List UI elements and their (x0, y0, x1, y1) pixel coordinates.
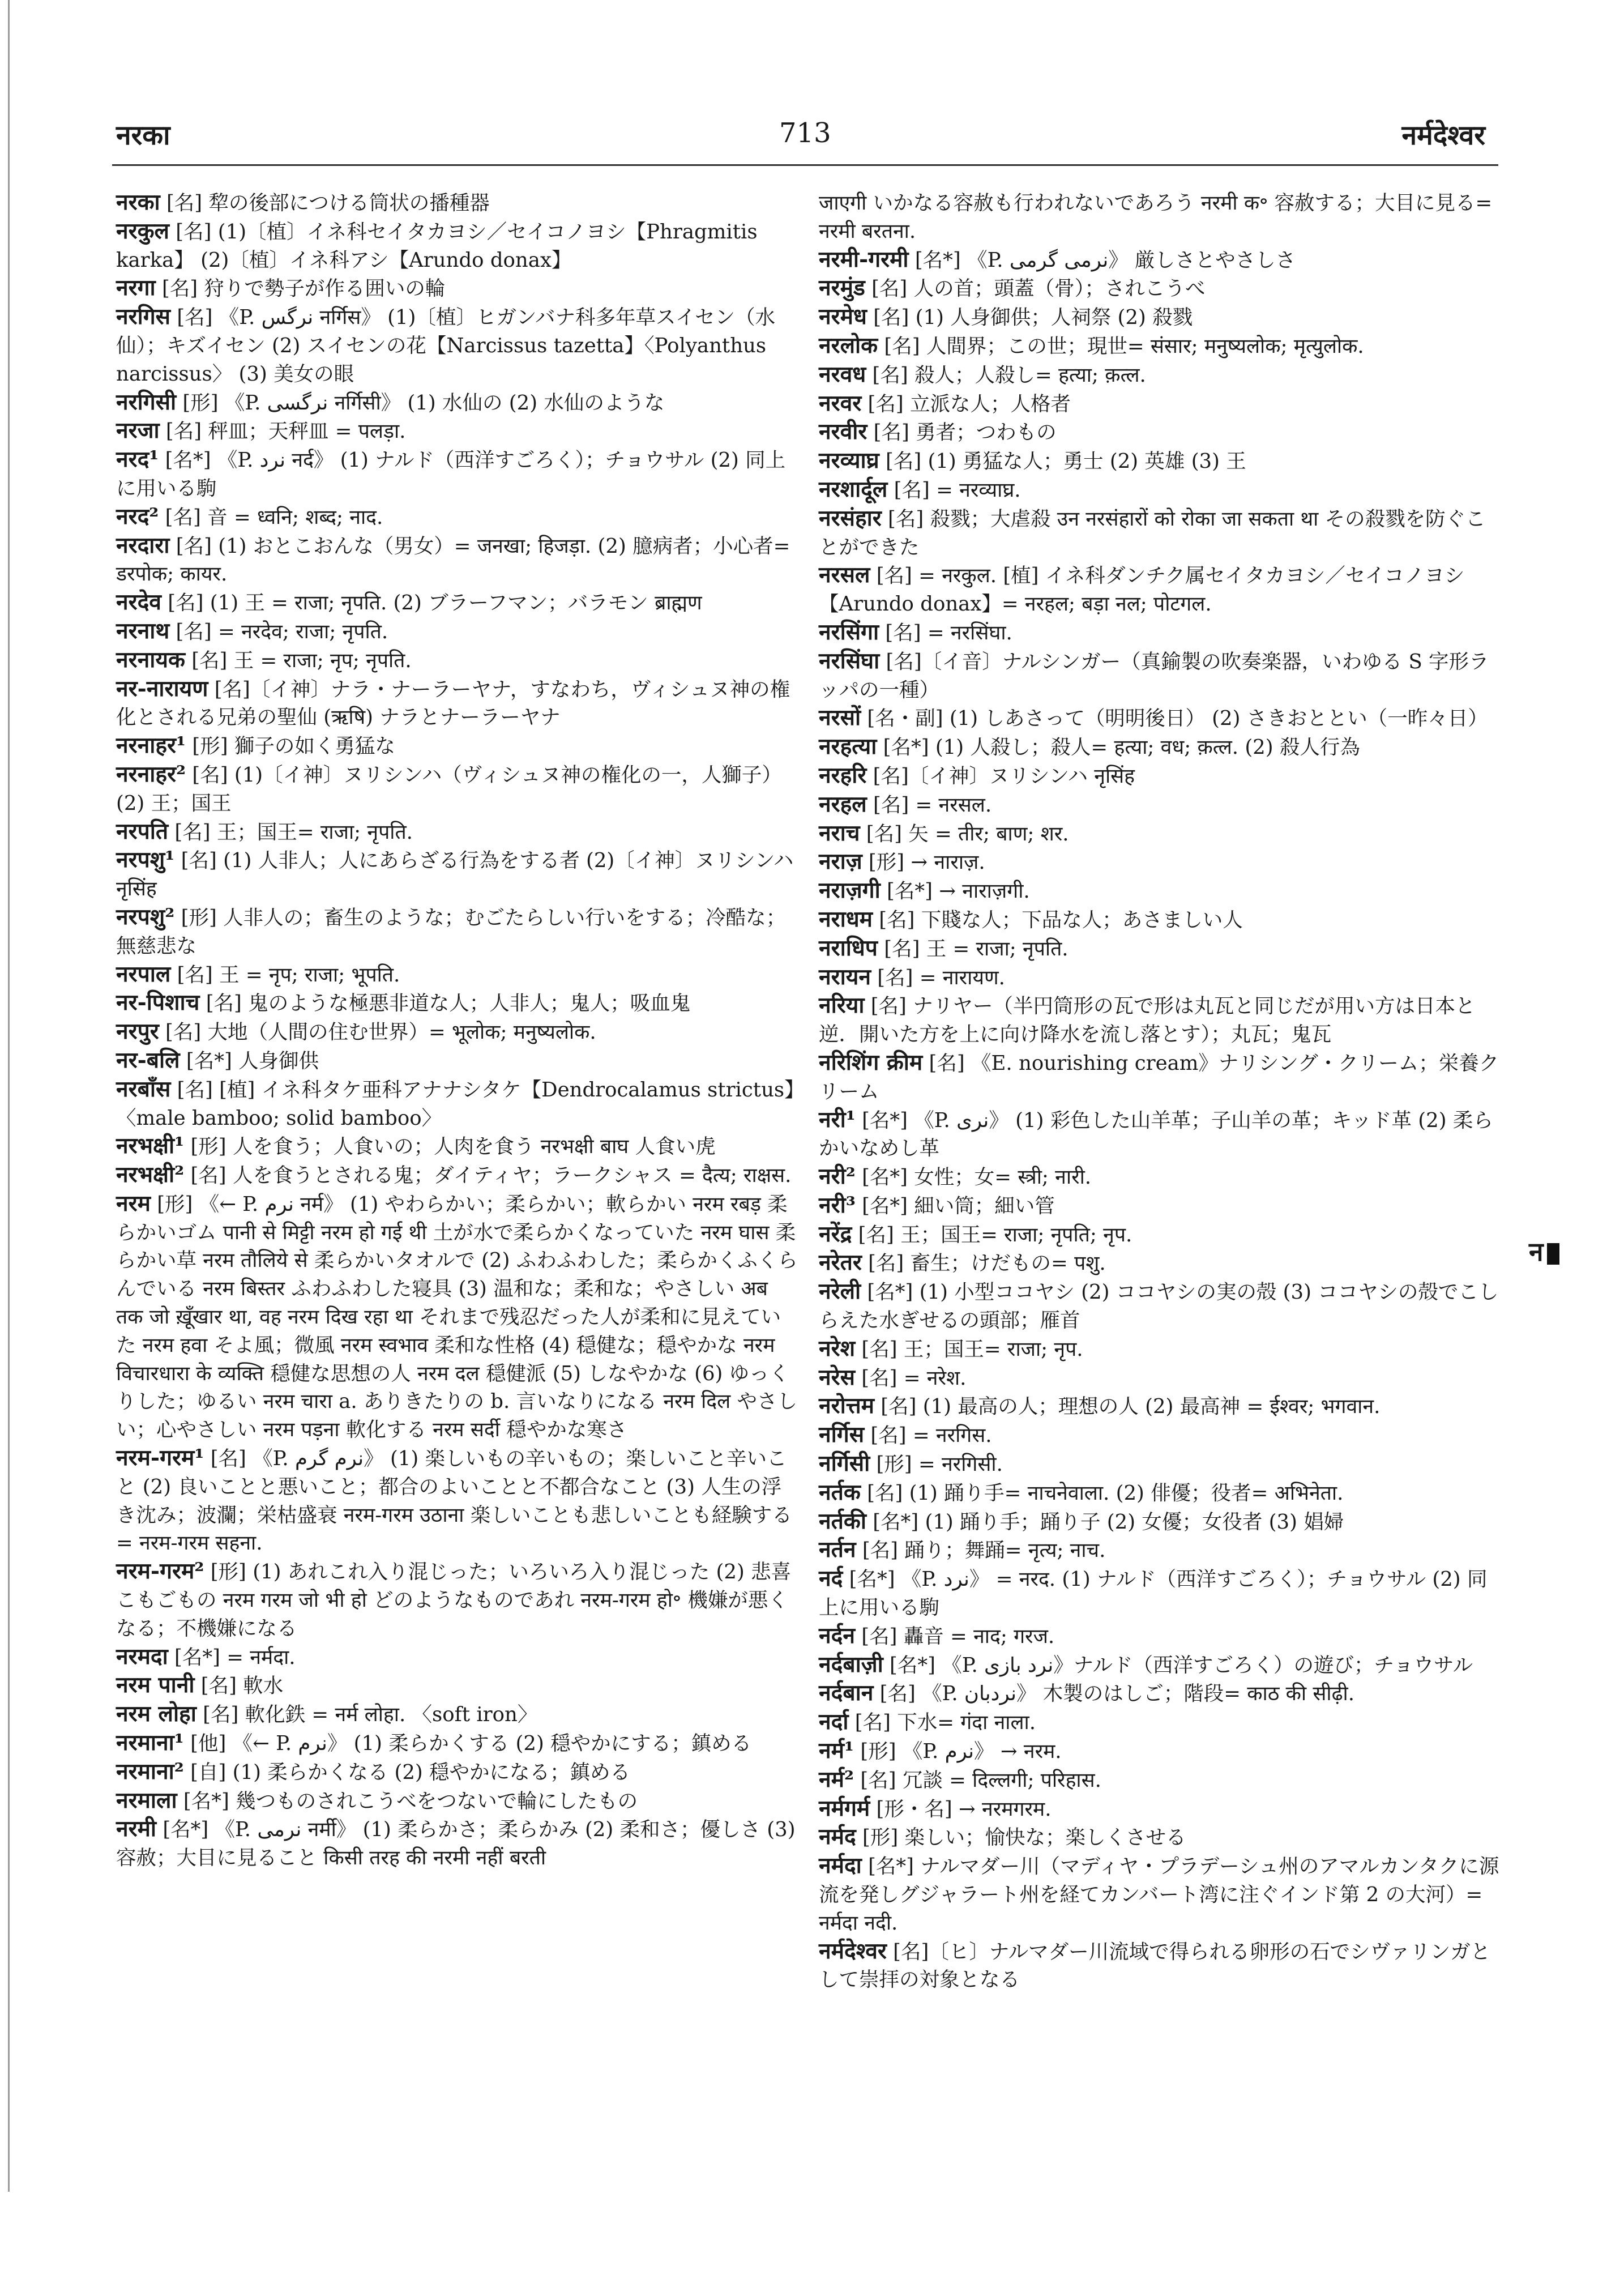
entry-headword: नरवर (819, 390, 862, 416)
entry-headword: नरपाल (116, 961, 171, 987)
entry-definition: [名] 下水= गंदा नाला. (848, 1711, 1036, 1735)
entry-definition: [名] (1)〔イ神〕ヌリシンハ（ヴィシュヌ神の権化の一，人獅子） (2) 王；国王 (116, 763, 782, 815)
entry-headword: नरलोक (819, 332, 878, 358)
entry-definition: [名] 《P. نرگس नर्गिस》 (1)〔植〕ヒガンバナ科多年草スイセン（水仙）；キズイセン (2) スイセンの花【Narcissus tazetta】〈Polyanthus narcissus〉 (3) 美女の眼 (116, 306, 776, 386)
right-column (819, 189, 1501, 1994)
dictionary-entry (819, 1708, 1501, 1737)
entry-definition: [名] (1) 踊り手= नाचनेवाला. (2) 俳優；役者= अभिनेता. (860, 1481, 1344, 1505)
entry-headword: नरद¹ (116, 446, 159, 473)
dictionary-entry (116, 588, 798, 617)
entry-definition: [名] = नरव्याघ्र. (887, 478, 1021, 502)
entry-definition: [名*] ナルマダー川（マディヤ・プラデーシュ州のアマルカンタクに源流を発しグジャラート州を経てカンバート湾に注ぐインド第 2 の大河）= नर्मदा नदी. (819, 1855, 1499, 1935)
dictionary-entry (116, 1643, 798, 1672)
entry-headword: नर-पिशाच (116, 989, 200, 1016)
dictionary-entry (819, 1508, 1501, 1536)
entry-headword: नरिया (819, 992, 865, 1019)
dictionary-entry (819, 274, 1501, 303)
dictionary-entry (116, 189, 798, 217)
dictionary-entry (819, 762, 1501, 791)
dictionary-entry (819, 934, 1501, 963)
entry-definition: [形] 《← P. نرم नर्म》 (1) やわらかい；柔らかい；軟らかい नरम रबड़ 柔らかいゴム पानी से मिट्टी नरम हो गई थी 土が水で柔らかくなっていた नरम घास 柔らかい草 नरम तौलिये से 柔らかいタオルで (2) ふわふわした；柔らかくふくらんでいる नरम बिस्तर ふわふわした寝具 (3) 温和な；柔和な；やさしい अब तक जो ख़ूँखार था, वह नरम दिख रहा था それまで残忍だった人が柔和に見えていた नरम हवा そよ風；微風 नरम स्वभाव 柔和な性格 (4) 穏健な；穏やかな नरम विचारधारा के व्यक्ति 穏健な思想の人 नरम दल 穏健派 (5) しなやかな (6) ゆっくりした；ゆるい नरम चारा a. ありきたりの b. 言いなりになる नरम दिल やさしい；心やさしい नरम पड़ना 軟化する नरम सर्दी 穏やかな寒さ (116, 1192, 798, 1442)
entry-headword: नर्दबाज़ी (819, 1651, 883, 1678)
dictionary-entry (116, 1557, 798, 1642)
dictionary-entry (819, 1937, 1501, 1995)
entry-headword: नर-बलि (116, 1047, 180, 1073)
entry-headword: नराच (819, 820, 860, 846)
entry-definition: [名] (1) 王 = राजा; नृपति. (2) ブラーフマン；バラモン ब्राह्मण (161, 591, 702, 615)
dictionary-entry (819, 246, 1501, 275)
entry-definition: [名] 軟化鉄 = नर्म लोहा. 〈soft iron〉 (196, 1703, 538, 1727)
entry-definition: [名] = नरकुल. [植] イネ科ダンチク属セイタカヨシ／セイコノヨシ【Arundo donax】= नरहल; बड़ा नल; पोटगल. (819, 564, 1465, 616)
entry-headword: नराधिप (819, 934, 878, 961)
entry-definition: [他] 《← P. نرم》 (1) 柔らかくする (2) 穏やかにする；鎮める (183, 1732, 752, 1756)
entry-definition: [名*] = नर्मदा. (168, 1645, 296, 1669)
entry-definition: [名・副] (1) しあさって（明明後日） (2) さきおととい（一昨々日） (861, 707, 1488, 731)
entry-definition: [名]〔イ神〕ヌリシンハ नृसिंह (866, 764, 1135, 788)
entry-headword: नर्मदा (819, 1853, 862, 1879)
dictionary-entry (819, 791, 1501, 820)
entry-headword: नरहरि (819, 762, 867, 788)
dictionary-entry (819, 332, 1501, 361)
dictionary-entry (116, 1729, 798, 1758)
entry-headword: नरायन (819, 963, 871, 990)
entry-headword: नरदेव (116, 589, 161, 616)
dictionary-entry (819, 1278, 1501, 1335)
dictionary-entry (819, 189, 1501, 246)
dictionary-entry (819, 361, 1501, 390)
entry-definition: [名*] (1) 踊り手；踊り子 (2) 女優；女役者 (3) 娼婦 (866, 1510, 1344, 1534)
dictionary-entry (819, 1679, 1501, 1708)
entry-definition: [名*] 幾つものされこうべをつないで輪にしたもの (177, 1789, 638, 1813)
entry-headword: नरवध (819, 361, 866, 387)
dictionary-entry (116, 1075, 798, 1133)
dictionary-entry (819, 447, 1501, 476)
entry-headword: नरभक्षी² (116, 1162, 185, 1188)
dictionary-entry (116, 1700, 798, 1729)
dictionary-entry (819, 848, 1501, 877)
entry-definition: [名] 畜生；けだもの= पशु. (861, 1252, 1106, 1275)
entry-definition: जाएगी いかなる容赦も行われないであろう नरमी क॰ 容赦する；大目に見る= नरमी बरतना. (819, 191, 1493, 243)
dictionary-entry (819, 1766, 1501, 1795)
entry-definition: [名] 下賤な人；下品な人；あさましい人 (873, 908, 1243, 932)
entry-headword: नरबाँस (116, 1075, 171, 1102)
entry-headword: नरेस (819, 1364, 855, 1390)
entry-headword: नरव्याघ्र (819, 447, 879, 474)
entry-definition: [名] 王；国王= राजा; नृपति; नृप. (852, 1223, 1132, 1247)
dictionary-entry (116, 818, 798, 847)
dictionary-entry (116, 1018, 798, 1047)
entry-headword: नर्म¹ (819, 1738, 854, 1764)
entry-headword: नरका (116, 189, 160, 215)
entry-headword: नरभक्षी¹ (116, 1133, 185, 1159)
left-column (116, 189, 798, 1872)
thumb-index-letter: न (1529, 1236, 1544, 1267)
entry-headword: नर्मद (819, 1824, 856, 1850)
entry-definition: [名*] 《P. نری》 (1) 彩色した山羊革；子山羊の革；キッド革 (2) 柔らかいなめし革 (819, 1108, 1493, 1160)
dictionary-entry (116, 303, 798, 388)
dictionary-entry (116, 217, 798, 275)
dictionary-entry (819, 820, 1501, 848)
entry-headword: नरमाला (116, 1787, 177, 1813)
entry-headword: नरसिंघा (819, 647, 880, 674)
dictionary-entry (116, 1444, 798, 1557)
entry-headword: नरेश (819, 1335, 856, 1361)
entry-definition: [名*] 《P. نرد नर्द》 (1) ナルド（西洋すごろく）；チョウサル (2) 同上に用いる駒 (116, 449, 786, 500)
entry-headword: नरम-गरम¹ (116, 1445, 204, 1471)
entry-definition: [形] 《P. نرم》 → नरम. (854, 1740, 1062, 1764)
dictionary-entry (116, 617, 798, 646)
entry-definition: [形] = नरगिसी. (870, 1453, 1003, 1476)
dictionary-entry (116, 532, 798, 589)
dictionary-entry (819, 733, 1501, 762)
dictionary-entry (116, 1190, 798, 1444)
dictionary-entry (819, 1450, 1501, 1479)
entry-headword: नराधम (819, 906, 873, 932)
entry-definition: [名] 人の首；頭蓋（骨）；されこうべ (865, 277, 1206, 301)
entry-headword: नरमी-गरमी (819, 246, 909, 272)
dictionary-entry (116, 446, 798, 503)
entry-headword: नर्द (819, 1565, 843, 1592)
entry-headword: नर्दा (819, 1709, 849, 1735)
entry-headword: नरगा (116, 275, 156, 301)
entry-headword: नर-नारायण (116, 675, 208, 702)
entry-definition: [名] 立派な人；人格者 (861, 392, 1071, 416)
entry-headword: नरम लोहा (116, 1701, 196, 1727)
entry-headword: नरी¹ (819, 1106, 856, 1133)
entry-headword: नरकुल (116, 217, 169, 244)
dictionary-entry (819, 1651, 1501, 1680)
dictionary-entry (819, 1479, 1501, 1508)
header-right-guide-word: नर्मदेश्वर (1401, 119, 1485, 151)
entry-headword: नर्गिस (819, 1422, 865, 1448)
dictionary-entry (116, 1758, 798, 1787)
entry-definition: [名] [植] イネ科タケ亜科アナナシタケ【Dendrocalamus strictus】〈male bamboo; solid bamboo〉 (116, 1078, 794, 1130)
entry-headword: नरदारा (116, 532, 170, 558)
dictionary-entry (819, 618, 1501, 647)
entry-definition: [名] 人を食うとされる鬼；ダイティヤ；ラークシャス = दैत्य; राक्षस. (184, 1164, 792, 1188)
page-edge-line (8, 0, 10, 2192)
entry-definition: [名] 王；国王= राजा; नृप. (855, 1337, 1083, 1361)
entry-definition: [名] 音 = ध्वनि; शब्द; नाद. (159, 505, 383, 529)
entry-definition: [名] 秤皿；天秤皿 = पलड़ा. (159, 420, 406, 443)
dictionary-entry (819, 1795, 1501, 1824)
entry-definition: [形] 人を食う；人食いの；人肉を食う नरभक्षी बाघ 人食い虎 (184, 1135, 716, 1159)
entry-headword: नरम (116, 1190, 151, 1217)
entry-definition: [名] 踊り；舞踊= नृत्य; नाच. (856, 1539, 1106, 1563)
entry-headword: नर्दबान (819, 1680, 874, 1706)
entry-definition: [名] 犂の後部につける筒状の播種器 (160, 191, 490, 215)
dictionary-entry (116, 961, 798, 989)
dictionary-entry (819, 1049, 1501, 1106)
dictionary-entry (116, 1132, 798, 1161)
dictionary-entry (819, 476, 1501, 505)
entry-definition: [名] 狩りで勢子が作る囲いの輪 (155, 277, 446, 301)
entry-definition: [形] 人非人の；畜生のような；むごたらしい行いをする；冷酷な；無慈悲な (116, 906, 787, 958)
entry-headword: नरी³ (819, 1192, 856, 1218)
entry-headword: नरेंद्र (819, 1220, 852, 1247)
entry-definition: [名] (1) 勇猛な人；勇士 (2) 英雄 (3) 王 (879, 450, 1246, 473)
entry-headword: नर्तन (819, 1536, 856, 1563)
entry-definition: [形] 《P. نرگسی नर्गिसी》 (1) 水仙の (2) 水仙のような (176, 391, 665, 415)
entry-definition: [名] = नरगिस. (864, 1424, 992, 1448)
dictionary-entry (819, 1163, 1501, 1192)
dictionary-entry (819, 1622, 1501, 1651)
dictionary-entry (819, 505, 1501, 562)
entry-headword: नर्तक (819, 1479, 861, 1505)
thumb-index (1529, 1234, 1559, 1269)
entry-headword: नर्तकी (819, 1508, 866, 1534)
entry-headword: नरहत्या (819, 733, 877, 760)
entry-definition: [名] 王 = राजा; नृपति. (877, 937, 1069, 961)
entry-definition: [名] = नरसल. (866, 793, 992, 817)
dictionary-entry (819, 1364, 1501, 1393)
dictionary-entry (116, 903, 798, 961)
entry-definition: [名] 《P. نردبان》 木製のはしご；階段= काठ की सीढ़ी. (873, 1682, 1355, 1706)
dictionary-entry (116, 1161, 798, 1190)
entry-definition: [名] (1) おとこおんな（男女）= जनखा; हिजड़ा. (2) 臆病者；小心者= डरपोक; कायर. (116, 534, 790, 586)
entry-definition: [名*] 人身御供 (180, 1049, 319, 1073)
dictionary-entry (819, 1220, 1501, 1249)
dictionary-entry (116, 675, 798, 732)
entry-definition: [名*] 《P. نرد بازی》ナルド（西洋すごろく）の遊び；チョウサル (883, 1653, 1473, 1677)
entry-definition: [名*] → नाराज़गी. (880, 880, 1030, 903)
dictionary-entry (116, 389, 798, 417)
entry-definition: [自] (1) 柔らかくなる (2) 穏やかになる；鎮める (183, 1760, 631, 1784)
dictionary-entry (819, 704, 1501, 733)
entry-definition: [形・名] → नरमगरम. (870, 1797, 1052, 1821)
dictionary-entry (819, 1192, 1501, 1220)
entry-headword: नरसों (819, 705, 861, 731)
dictionary-entry (819, 1565, 1501, 1622)
entry-headword: नरमेध (819, 304, 867, 330)
dictionary-entry (116, 646, 798, 675)
entry-definition: [名] = नरसिंघा. (879, 621, 1012, 645)
dictionary-entry (819, 877, 1501, 906)
entry-definition: [名] (1) 人非人；人にあらざる行為をする者 (2)〔イ神〕ヌリシンハ नृसिंह (116, 849, 794, 901)
entry-headword: नरमुंड (819, 275, 865, 301)
entry-headword: नराज़ (819, 848, 862, 875)
entry-headword: नरोत्तम (819, 1393, 874, 1419)
entry-headword: नर्म² (819, 1766, 854, 1792)
entry-headword: नरवीर (819, 419, 867, 445)
entry-definition: [形] 楽しい；愉快な；楽しくさせる (856, 1826, 1186, 1850)
dictionary-entry (819, 1392, 1501, 1421)
entry-definition: [名] 殺戮；大虐殺 उन नरसंहारों को रोका जा सकता था その殺戮を防ぐことができた (819, 507, 1486, 559)
entry-definition: [名*] 《P. نرمی नर्मी》 (1) 柔らかさ；柔らかみ (2) 柔和さ；優しさ (3) 容赦；大目に見ること किसी तरह की नरमी नहीं बरती (116, 1818, 796, 1870)
entry-definition: [名] 《P. نرم گرم》 (1) 楽しいもの辛いもの；楽しいこと辛いこと (2) 良いことと悪いこと；都合のよいことと不都合なこと (3) 人生の浮き沈み；波瀾；栄枯盛衰 नरम-गरम उठाना 楽しいことも悲しいことも経験する= नरम-गरम सहना. (116, 1447, 792, 1555)
header-left-guide-word: नरका (116, 119, 170, 151)
entry-headword: नरमदा (116, 1643, 168, 1670)
entry-definition: [名*] 《P. نرمی گرمی》 厳しさとやさしさ (908, 248, 1296, 272)
dictionary-entry (116, 274, 798, 303)
entry-headword: नरगिस (116, 304, 171, 330)
dictionary-entry (819, 1852, 1501, 1937)
dictionary-entry (819, 561, 1501, 618)
dictionary-entry (819, 1536, 1501, 1565)
dictionary-entry (116, 989, 798, 1018)
entry-headword: नरमी (116, 1816, 157, 1842)
dictionary-entry (819, 906, 1501, 934)
entry-definition: [名] 王 = राजा; नृप; नृपति. (185, 648, 412, 672)
entry-definition: [名] 勇者；つわもの (867, 421, 1057, 445)
dictionary-entry (116, 846, 798, 903)
entry-definition: [名] = नरेश. (854, 1366, 967, 1390)
entry-headword: नरम पानी (116, 1672, 195, 1698)
entry-definition: [名*] 《P. نرد》 = नरद. (1) ナルド（西洋すごろく）；チョウサル (2) 同上に用いる駒 (819, 1568, 1488, 1620)
dictionary-entry (819, 303, 1501, 332)
dictionary-entry (819, 1249, 1501, 1278)
entry-headword: नरजा (116, 417, 160, 444)
entry-headword: नरपति (116, 818, 169, 844)
entry-definition: [名] = नरदेव; राजा; नृपति. (169, 620, 388, 643)
entry-headword: नरसल (819, 562, 870, 588)
entry-definition: [形] → नाराज़. (862, 851, 985, 874)
entry-definition: [名] (1) 最高の人；理想の人 (2) 最高神 = ईश्वर; भगवान. (874, 1395, 1381, 1419)
dictionary-entry (116, 1815, 798, 1872)
dictionary-entry (116, 1787, 798, 1816)
entry-headword: नरपशु² (116, 903, 175, 930)
entry-definition: [形] (1) あれこれ入り混じった；いろいろ入り混じった (2) 悲喜こもごもの नरम गरम जो भी हो どのようなものであれ नरम-गरम हो॰ 機嫌が悪くなる；不機嫌になる (116, 1560, 792, 1640)
dictionary-entry (819, 963, 1501, 992)
entry-definition: [名]〔イ神〕ナラ・ナーラーヤナ，すなわち，ヴィシュヌ神の権化とされる兄弟の聖仙 (ऋषि) ナラとナーラーヤナ (116, 677, 790, 729)
entry-definition: [名] = नारायण. (870, 966, 1005, 989)
entry-headword: नरिशिंग क्रीम (819, 1049, 923, 1075)
entry-definition: [名] ナリヤー（半円筒形の瓦で形は丸瓦と同じだが用い方は日本と逆．開いた方を上に向け降水を流し落とす）；丸瓦；鬼瓦 (819, 995, 1476, 1047)
dictionary-entry (819, 1335, 1501, 1364)
entry-headword: नरपुर (116, 1018, 159, 1045)
entry-definition: [名] 王；国王= राजा; नृपति. (168, 820, 413, 844)
dictionary-entry (819, 1106, 1501, 1163)
entry-headword: नर्गिसी (819, 1450, 870, 1477)
entry-headword: नरी² (819, 1163, 856, 1190)
dictionary-entry (116, 732, 798, 761)
entry-definition: [名] 人間界；この世；現世= संसार; मनुष्यलोक; मृत्युलोक. (878, 334, 1364, 358)
entry-headword: नरशार्दूल (819, 476, 888, 502)
dictionary-entry (819, 1421, 1501, 1450)
entry-definition: [名] 大地（人間の住む世界）= भूलोक; मनुष्यलोक. (159, 1021, 596, 1044)
thumb-index-mark (1547, 1243, 1559, 1265)
entry-definition: [名] 鬼のような極悪非道な人；人非人；鬼人；吸血鬼 (199, 992, 691, 1015)
header-rule (112, 164, 1498, 166)
dictionary-entry (819, 647, 1501, 705)
page-number: 713 (779, 117, 831, 149)
dictionary-entry (819, 1737, 1501, 1766)
entry-definition: [名*] (1) 小型ココヤシ (2) ココヤシの実の殻 (3) ココヤシの殻でこしらえた水ぎせるの頭部；雁首 (819, 1281, 1499, 1333)
dictionary-entry (116, 417, 798, 446)
entry-headword: नरमाना¹ (116, 1730, 184, 1756)
entry-headword: नरमाना² (116, 1758, 184, 1785)
dictionary-entry (116, 503, 798, 532)
entry-headword: नरनाहर² (116, 761, 186, 787)
entry-headword: नरपशु¹ (116, 847, 175, 873)
dictionary-entry (819, 1823, 1501, 1852)
entry-definition: [名]〔ヒ〕ナルマダー川流域で得られる卵形の石でシヴァリンガとして崇拝の対象となる (819, 1940, 1491, 1992)
dictionary-entry (819, 418, 1501, 447)
entry-headword: नरेली (819, 1278, 861, 1305)
dictionary-entry (116, 1671, 798, 1700)
dictionary-entry (819, 992, 1501, 1049)
entry-headword: नरहल (819, 791, 867, 817)
entry-headword: नरनाहर¹ (116, 732, 186, 759)
dictionary-entry (116, 1047, 798, 1075)
dictionary-entry (116, 761, 798, 818)
entry-definition: [名] 轟音 = नाद; गरज. (855, 1624, 1055, 1648)
entry-definition: [形] 獅子の如く勇猛な (186, 735, 395, 758)
entry-definition: [名] 王 = नृप; राजा; भूपति. (170, 963, 400, 987)
entry-headword: नरसिंगा (819, 618, 879, 645)
entry-headword: नर्मदेश्वर (819, 1937, 887, 1964)
dictionary-entry (819, 390, 1501, 419)
entry-definition: [名]〔イ音〕ナルシンガー（真鍮製の吹奏楽器，いわゆる S 字形ラッパの一種） (819, 650, 1489, 702)
entry-definition: [名] (1)〔植〕イネ科セイタカヨシ／セイコノヨシ【Phragmitis karka】 (2)〔植〕イネ科アシ【Arundo donax】 (116, 220, 758, 272)
entry-definition: [名] 矢 = तीर; बाण; शर. (860, 822, 1069, 846)
entry-definition: [名*] (1) 人殺し；殺人= हत्या; वध; क़त्ल. (2) 殺人行為 (877, 736, 1360, 759)
entry-headword: नरनायक (116, 646, 185, 673)
entry-definition: [名] 冗談 = दिल्लगी; परिहास. (854, 1768, 1101, 1792)
entry-definition: [名] (1) 人身御供；人祠祭 (2) 殺戮 (866, 306, 1193, 330)
entry-headword: नरद² (116, 503, 159, 530)
entry-headword: नरगिसी (116, 389, 177, 415)
entry-headword: नर्दन (819, 1622, 855, 1649)
entry-headword: नरसंहार (819, 505, 882, 531)
entry-definition: [名] 《E. nourishing cream》ナリシング・クリーム；栄養クリーム (819, 1051, 1499, 1103)
entry-headword: नर्मगर्म (819, 1795, 870, 1821)
entry-definition: [名] 殺人；人殺し= हत्या; क़त्ल. (866, 363, 1146, 387)
entry-headword: नराज़गी (819, 877, 881, 904)
entry-headword: नरम-गरम² (116, 1558, 204, 1585)
entry-definition: [名] 軟水 (194, 1674, 284, 1698)
entry-definition: [名*] 細い筒；細い管 (855, 1194, 1055, 1218)
entry-headword: नरेतर (819, 1249, 862, 1276)
entry-definition: [名*] 女性；女= स्त्री; नारी. (855, 1166, 1092, 1189)
entry-headword: नरनाथ (116, 617, 170, 644)
